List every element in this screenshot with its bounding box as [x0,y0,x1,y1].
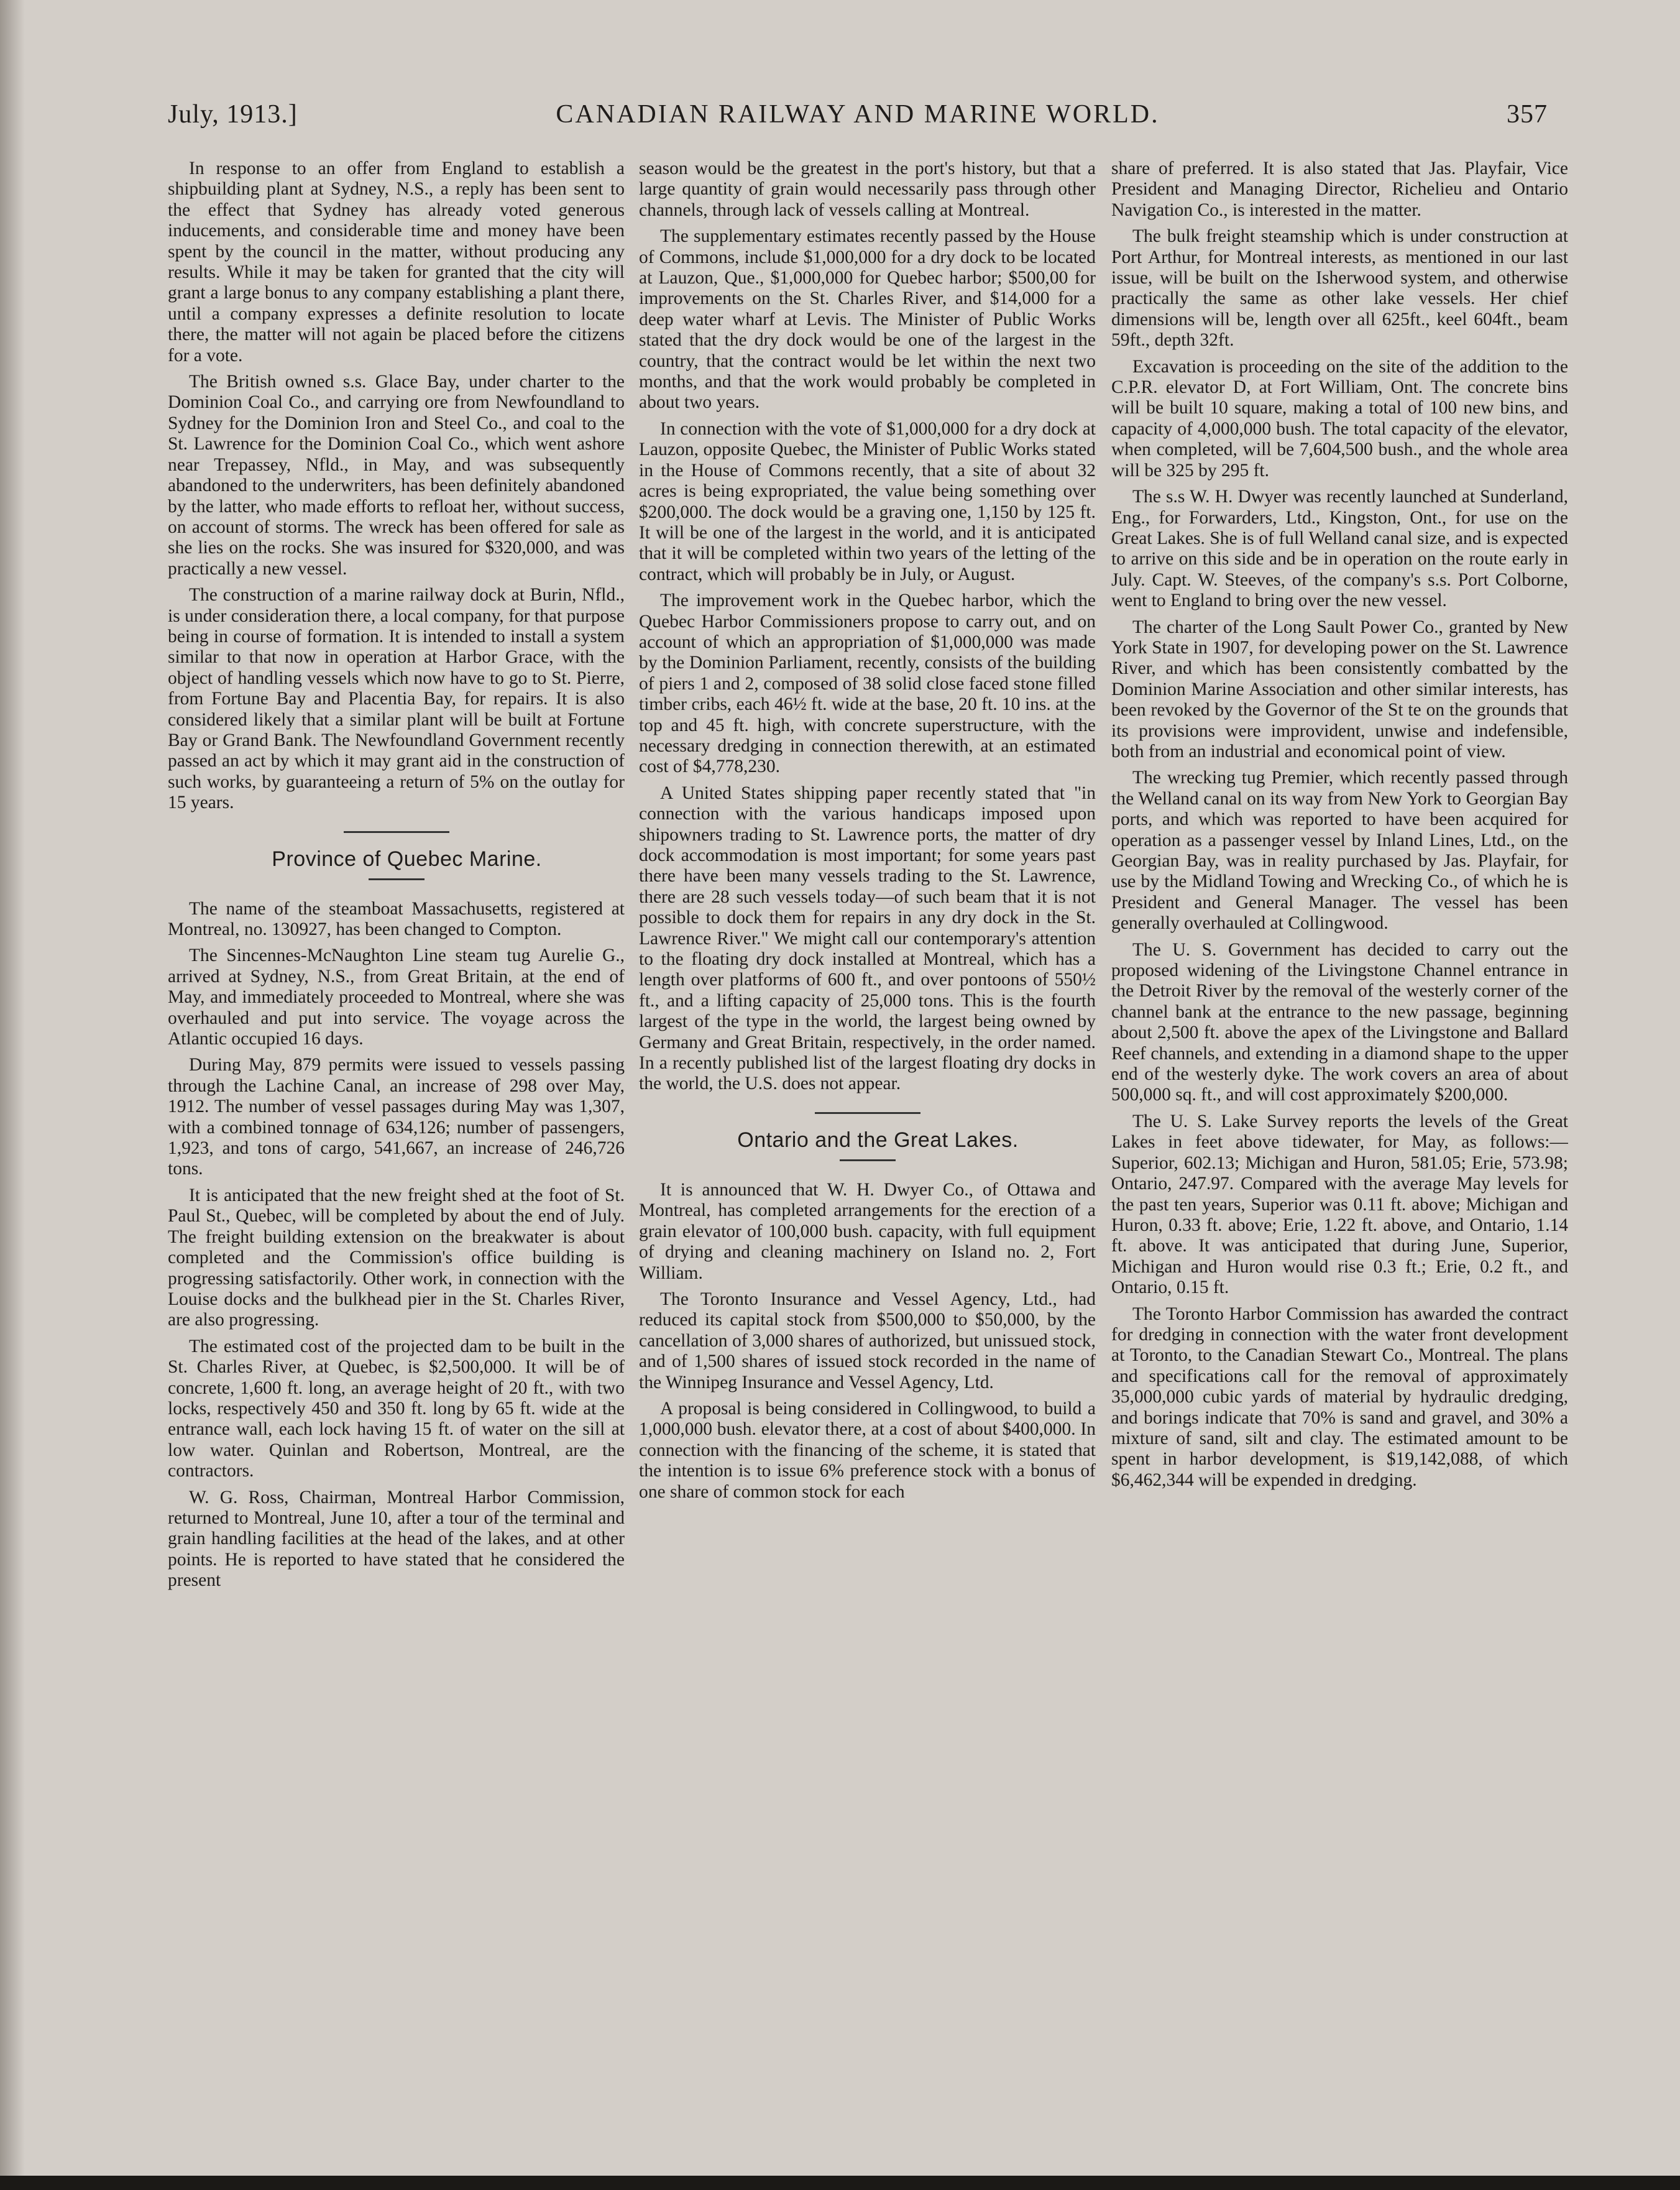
paragraph: In connection with the vote of $1,000,000 for a dry dock at Lauzon, opposite Quebec, the Minister of Public Works stated in the House of Commons recently, that a site of about 32 acres is being expropriated, the value being something over $200,000. The dock would be a graving one, 1,150 by 125 ft. It will be one of the largest in the world, and it is anticipated that it will be completed within two years of the letting of the contract, which will probably be in July, or August. [639,418,1096,584]
column-2 [639,159,1096,2110]
heading-underline [840,1159,896,1161]
column-3 [1111,159,1568,2110]
paragraph: The estimated cost of the projected dam to be built in the St. Charles River, at Quebec, is $2,500,000. It will be of concrete, 1,600 ft. long, an average height of 20 ft., with two locks, respectively 450 and 350 ft. long by 65 ft. wide at the entrance wall, each lock having 15 ft. of water on the sill at low water. Quinlan and Robertson, Montreal, are the contractors. [168,1336,625,1481]
section-heading: Province of Quebec Marine. [272,847,542,871]
section-heading: Ontario and the Great Lakes. [737,1128,1019,1152]
issue-date: July, 1913.] [168,100,298,129]
paragraph: The bulk freight steamship which is under construction at Port Arthur, for Montreal interests, as mentioned in our last issue, will be built on the Isherwood system, and otherwise practically the same as other lake vessels. Her chief dimensions will be, length over all 625ft., keel 604ft., beam 59ft., depth 32ft. [1111,226,1568,351]
section-divider [815,1112,920,1114]
paragraph: A United States shipping paper recently stated that "in connection with the various handicaps imposed upon shipowners trading to St. Lawrence ports, the matter of dry dock accommodation is most important; for some years past there have been many vessels trading to the St. Lawrence, there are 28 such vessels today—of such beam that it is not possible to dock them for repairs in any dry dock in the St. Lawrence River." We might call our contemporary's attention to the floating dry dock installed at Montreal, which has a length over platforms of 600 ft., and over pontoons of 550½ ft., and a lifting capacity of 25,000 tons. This is the fourth largest of the type in the world, the largest being owned by Germany and Great Britain, respectively, in the order named. In a recently published list of the largest floating dry docks in the world, the U.S. does not appear. [639,783,1096,1094]
column-1 [168,159,625,2110]
paragraph: The Toronto Insurance and Vessel Agency, Ltd., had reduced its capital stock from $500,000 to $50,000, by the cancellation of 3,000 shares of authorized, but unissued stock, and of 1,500 shares of issued stock recorded in the name of the Winnipeg Insurance and Vessel Agency, Ltd. [639,1289,1096,1392]
paragraph: The Sincennes-McNaughton Line steam tug Aurelie G., arrived at Sydney, N.S., from Great Britain, at the end of May, and immediately proceeded to Montreal, where she was overhauled and put into service. The voyage across the Atlantic occupied 16 days. [168,945,625,1049]
paragraph: The Toronto Harbor Commission has awarded the contract for dredging in connection with the water front development at Toronto, to the Canadian Stewart Co., Montreal. The plans and specifications call for the removal of approximately 35,000,000 cubic yards of material by hydraulic dredging, and borings indicate that 70% is sand and gravel, and 30% a mixture of sand, silt and clay. The estimated amount to be spent in harbor development, is $19,142,088, of which $6,462,344 will be expended in dredging. [1111,1304,1568,1490]
paragraph: The U. S. Lake Survey reports the levels of the Great Lakes in feet above tidewater, for May, as follows:—Superior, 602.13; Michigan and Huron, 581.05; Erie, 573.98; Ontario, 247.97. Compared with the average May levels for the past ten years, Superior was 0.11 ft. above; Michigan and Huron, 0.33 ft. above; Erie, 1.22 ft. above, and Ontario, 1.14 ft. above. It was anticipated that during June, Superior, Michigan and Huron would rise 0.3 ft.; Erie, 0.2 ft., and Ontario, 0.15 ft. [1111,1111,1568,1298]
paragraph: The British owned s.s. Glace Bay, under charter to the Dominion Coal Co., and carrying ore from Newfoundland to Sydney for the Dominion Iron and Steel Co., and coal to the St. Lawrence for the Dominion Coal Co., which went ashore near Trepassey, Nfld., in May, and was subsequently abandoned to the underwriters, has been definitely abandoned by the latter, who made efforts to refloat her, without success, on account of storms. The wreck has been offered for sale as she lies on the rocks. She was insured for $320,000, and was practically a new vessel. [168,372,625,579]
paragraph: The s.s W. H. Dwyer was recently launched at Sunderland, Eng., for Forwarders, Ltd., Kingston, Ont., for use on the Great Lakes. She is of full Welland canal size, and is expected to arrive on this side and be in operation on the route early in July. Capt. W. Steeves, of the company's s.s. Port Colborne, went to England to bring over the new vessel. [1111,487,1568,611]
paragraph: The charter of the Long Sault Power Co., granted by New York State in 1907, for developing power on the St. Lawrence River, and which has been consistently combatted by the Dominion Marine Association and other similar interests, has been revoked by the Governor of the St te on the grounds that its provisions were improvident, unwise and indefensible, both from an industrial and economical point of view. [1111,617,1568,761]
paragraph: The U. S. Government has decided to carry out the proposed widening of the Livingstone Channel entrance in the Detroit River by the removal of the westerly corner of the channel bank at the entrance to the new passage, beginning about 2,500 ft. above the apex of the Livingstone and Ballard Reef channels, and extending in a diamond shape to the upper end of the westerly dyke. The work covers an area of about 500,000 sq. ft., and will cost approximately $200,000. [1111,939,1568,1105]
paragraph: The wrecking tug Premier, which recently passed through the Welland canal on its way from New York to Georgian Bay ports, and which was reported to have been acquired for operation as a passenger vessel by Inland Lines, Ltd., on the Georgian Bay, was in reality purchased by Jas. Playfair, for use by the Midland Towing and Wrecking Co., of which he is President and General Manager. The vessel has been generally overhauled at Collingwood. [1111,768,1568,934]
paragraph: In response to an offer from England to establish a shipbuilding plant at Sydney, N.S., a reply has been sent to the effect that Sydney has already voted generous inducements, and considerable time and money have been spent by the council in the matter, without producing any results. While it may be taken for granted that the city will grant a large bonus to any company establishing a plant there, until a company expresses a definite resolution to locate there, the matter will not again be placed before the citizens for a vote. [168,159,625,366]
paragraph: Excavation is proceeding on the site of the addition to the C.P.R. elevator D, at Fort William, Ont. The concrete bins will be built 10 square, making a total of 100 new bins, and capacity of 4,000,000 bush. The total capacity of the elevator, when completed, will be 7,604,500 bush., and the whole area will be 325 by 295 ft. [1111,356,1568,481]
paragraph: season would be the greatest in the port's history, but that a large quantity of grain would necessarily pass through other channels, through lack of vessels calling at Montreal. [639,159,1096,220]
paragraph: W. G. Ross, Chairman, Montreal Harbor Commission, returned to Montreal, June 10, after a tour of the terminal and grain handling facilities at the head of the lakes, and at other points. He is reported to have stated that he considered the present [168,1487,625,1591]
paragraph: During May, 879 permits were issued to vessels passing through the Lachine Canal, an increase of 298 over May, 1912. The number of vessel passages during May was 1,307, with a combined tonnage of 634,126; number of passengers, 1,923, and tons of cargo, 541,667, an increase of 246,726 tons. [168,1055,625,1179]
paragraph: The improvement work in the Quebec harbor, which the Quebec Harbor Commissioners propose to carry out, and on account of which an appropriation of $1,000,000 was made by the Dominion Parliament, recently, consists of the building of piers 1 and 2, composed of 38 solid close faced stone filled timber cribs, each 46½ ft. wide at the base, 20 ft. 10 ins. at the top and 45 ft. high, with concrete superstructure, with the necessary dredging in connection therewith, at an estimated cost of $4,778,230. [639,591,1096,777]
paragraph: A proposal is being considered in Collingwood, to build a 1,000,000 bush. elevator there, at a cost of about $400,000. In connection with the financing of the scheme, it is stated that the intention is to issue 6% preference stock with a bonus of one share of common stock for each [639,1398,1096,1502]
section-divider [344,831,449,833]
heading-underline [369,878,425,880]
page-edge-shadow [0,0,25,2190]
paragraph: The supplementary estimates recently passed by the House of Commons, include $1,000,000 for a dry dock to be located at Lauzon, Que., $1,000,000 for Quebec harbor; $500,00 for improvements on the St. Charles River, and $14,000 for a deep water wharf at Levis. The Minister of Public Works stated that the dry dock would be one of the largest in the country, that the contract would be let within the next two months, and that the work would probably be completed in about two years. [639,226,1096,413]
paragraph: share of preferred. It is also stated that Jas. Playfair, Vice President and Managing Director, Richelieu and Ontario Navigation Co., is interested in the matter. [1111,159,1568,220]
publication-title: CANADIAN RAILWAY AND MARINE WORLD. [556,100,1160,129]
paragraph: It is anticipated that the new freight shed at the foot of St. Paul St., Quebec, will be completed by about the end of July. The freight building extension on the breakwater is about completed and the Commission's office building is progressing satisfactorily. Other work, in connection with the Louise docks and the bulkhead pier in the St. Charles River, are also progressing. [168,1185,625,1330]
page-number: 357 [1507,100,1548,129]
running-header [168,99,1548,137]
paragraph: The name of the steamboat Massachusetts, registered at Montreal, no. 130927, has been changed to Compton. [168,898,625,939]
paragraph: It is announced that W. H. Dwyer Co., of Ottawa and Montreal, has completed arrangements for the erection of a grain elevator of 100,000 bush. capacity, with full equipment of drying and cleaning machinery on Island no. 2, Fort William. [639,1179,1096,1283]
paragraph: The construction of a marine railway dock at Burin, Nfld., is under consideration there, a local company, for that purpose being in course of formation. It is intended to install a system similar to that now in operation at Harbor Grace, with the object of handling vessels which now have to go to St. Pierre, from Fortune Bay and Placentia Bay, for repairs. It is also considered likely that a similar plant will be built at Fortune Bay or Grand Bank. The Newfoundland Government recently passed an act by which it may grant aid in the construction of such works, by guaranteeing a return of 5% on the outlay for 15 years. [168,585,625,813]
scan-bottom-edge [0,2176,1680,2190]
